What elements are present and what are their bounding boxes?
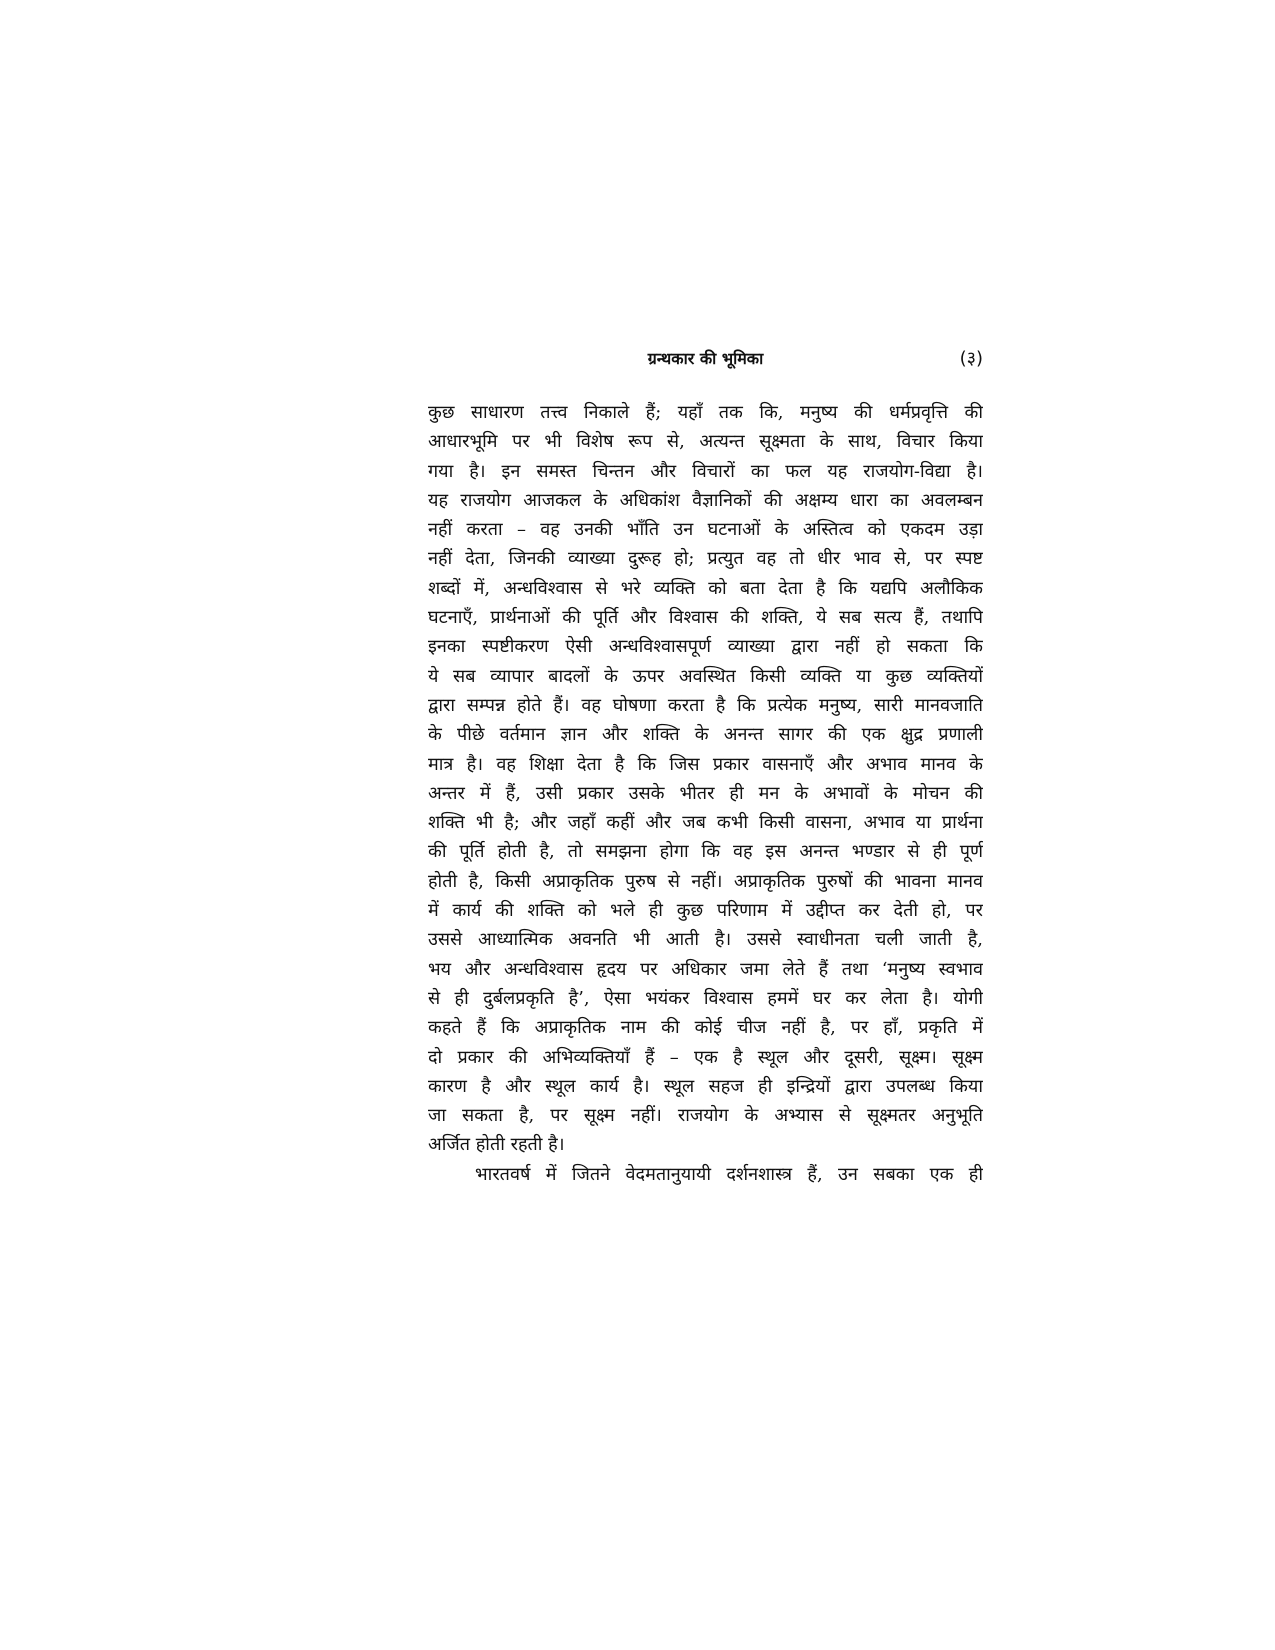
text-line: अर्जित होती रहती है।	[428, 1134, 565, 1156]
text-line: गया है। इन समस्त चिन्तन और विचारों का फल यह राजयोग-विद्या है।	[428, 460, 983, 482]
paragraph	[428, 398, 983, 1160]
text-line: शब्दों में, अन्धविश्वास से भरे व्यक्ति को बता देता है कि यद्यपि अलौकिक	[428, 577, 983, 599]
text-line: द्वारा सम्पन्न होते हैं। वह घोषणा करता है कि प्रत्येक मनुष्य, सारी मानवजाति	[428, 694, 983, 716]
text-line: भय और अन्धविश्वास हृदय पर अधिकार जमा लेते हैं तथा ‘मनुष्य स्वभाव	[428, 958, 983, 980]
paragraph	[428, 1160, 983, 1189]
body-text	[428, 398, 983, 1189]
text-line: कारण है और स्थूल कार्य है। स्थूल सहज ही इन्द्रियों द्वारा उपलब्ध किया	[428, 1075, 983, 1097]
text-line: होती है, किसी अप्राकृतिक पुरुष से नहीं। अप्राकृतिक पुरुषों की भावना मानव	[428, 870, 983, 892]
text-line: के पीछे वर्तमान ज्ञान और शक्ति के अनन्त सागर की एक क्षुद्र प्रणाली	[428, 724, 983, 746]
page-number: (३)	[959, 348, 983, 369]
text-line: यह राजयोग आजकल के अधिकांश वैज्ञानिकों की अक्षम्य धारा का अवलम्बन	[428, 489, 983, 511]
text-line: उससे आध्यात्मिक अवनति भी आती है। उससे स्वाधीनता चली जाती है,	[428, 929, 983, 951]
text-line: नहीं करता – वह उनकी भाँति उन घटनाओं के अस्तित्व को एकदम उड़ा	[428, 519, 983, 541]
text-line: दो प्रकार की अभिव्यक्तियाँ हैं – एक है स्थूल और दूसरी, सूक्ष्म। सूक्ष्म	[428, 1046, 983, 1068]
text-line: कहते हैं कि अप्राकृतिक नाम की कोई चीज नहीं है, पर हाँ, प्रकृति में	[428, 1017, 983, 1039]
running-title: ग्रन्थकार की भूमिका	[647, 349, 764, 368]
text-line: अन्तर में हैं, उसी प्रकार उसके भीतर ही मन के अभावों के मोचन की	[428, 782, 983, 804]
text-line: इनका स्पष्टीकरण ऐसी अन्धविश्वासपूर्ण व्याख्या द्वारा नहीं हो सकता कि	[428, 636, 983, 658]
text-line: ये सब व्यापार बादलों के ऊपर अवस्थित किसी व्यक्ति या कुछ व्यक्तियों	[428, 665, 983, 687]
text-line: मात्र है। वह शिक्षा देता है कि जिस प्रकार वासनाएँ और अभाव मानव के	[428, 753, 983, 775]
text-line: कुछ साधारण तत्त्व निकाले हैं; यहाँ तक कि, मनुष्य की धर्मप्रवृत्ति की	[428, 402, 983, 423]
text-line: की पूर्ति होती है, तो समझना होगा कि वह इस अनन्त भण्डार से ही पूर्ण	[428, 841, 983, 863]
text-line: नहीं देता, जिनकी व्याख्या दुरूह हो; प्रत्युत वह तो धीर भाव से, पर स्पष्ट	[428, 548, 983, 570]
text-line: शक्ति भी है; और जहाँ कहीं और जब कभी किसी वासना, अभाव या प्रार्थना	[428, 812, 983, 834]
text-line: घटनाएँ, प्रार्थनाओं की पूर्ति और विश्वास की शक्ति, ये सब सत्य हैं, तथापि	[428, 607, 983, 629]
text-line: जा सकता है, पर सूक्ष्म नहीं। राजयोग के अभ्यास से सूक्ष्मतर अनुभूति	[428, 1105, 983, 1127]
text-line: से ही दुर्बलप्रकृति है’, ऐसा भयंकर विश्वास हममें घर कर लेता है। योगी	[428, 987, 983, 1009]
text-line: आधारभूमि पर भी विशेष रूप से, अत्यन्त सूक्ष्मता के साथ, विचार किया	[428, 431, 983, 453]
page-header	[428, 345, 983, 373]
text-line: में कार्य की शक्ति को भले ही कुछ परिणाम में उद्दीप्त कर देती हो, पर	[428, 900, 983, 922]
text-line: भारतवर्ष में जितने वेदमतानुयायी दर्शनशास्त्र हैं, उन सबका एक ही	[475, 1163, 983, 1185]
